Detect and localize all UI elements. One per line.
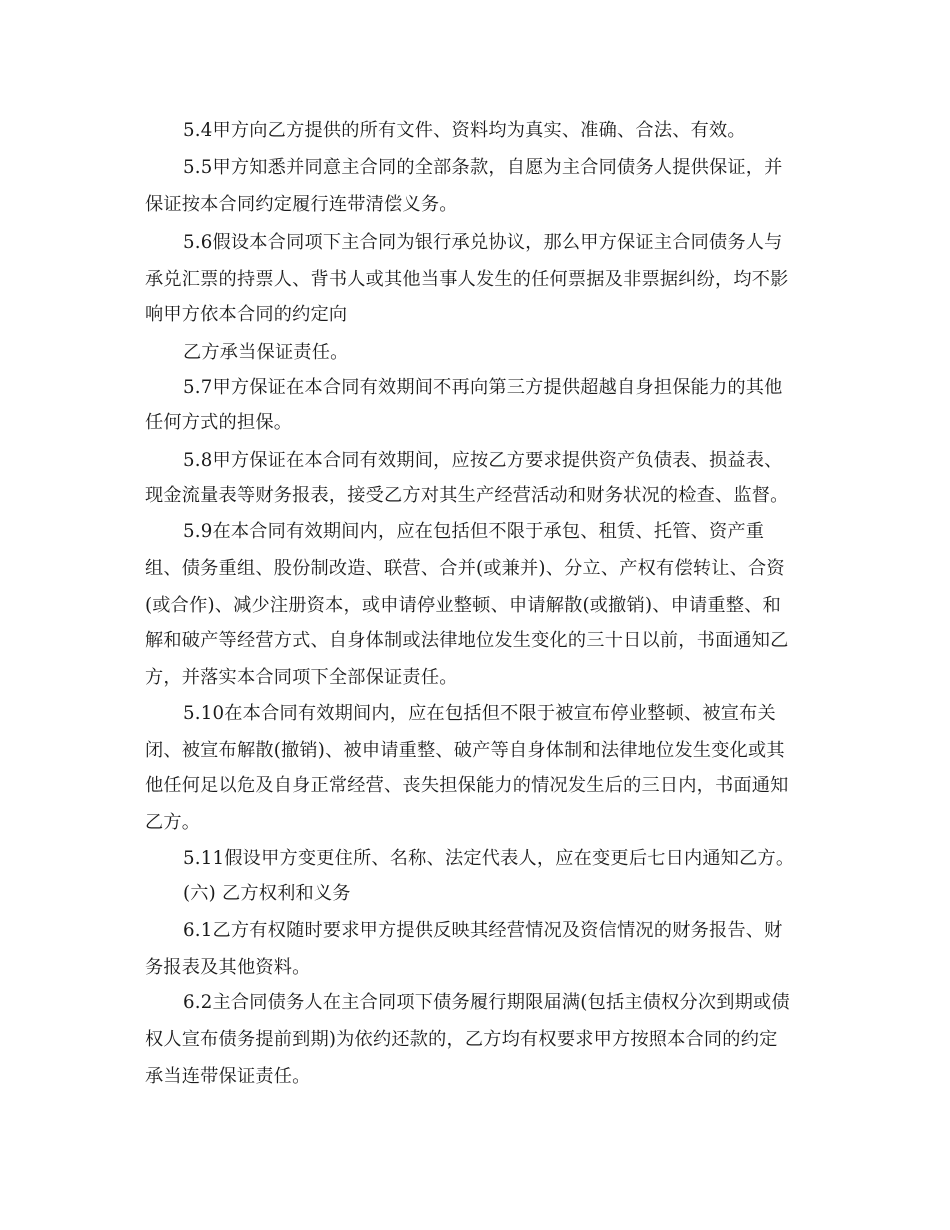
text-line: 5.7甲方保证在本合同有效期间不再向第三方提供超越自身担保能力的其他 [183,377,783,398]
text-line: 承兑汇票的持票人、背书人或其他当事人发生的任何票据及非票据纠纷，均不影 [145,269,789,290]
text-line: 任何方式的担保。 [145,412,293,433]
text-line: 方，并落实本合同项下全部保证责任。 [145,667,458,688]
text-line: 5.9在本合同有效期间内，应在包括但不限于承包、租赁、托管、资产重 [183,521,765,542]
text-line: 6.1乙方有权随时要求甲方提供反映其经营情况及资信情况的财务报告、财 [183,920,783,941]
text-line: 乙方承当保证责任。 [183,342,349,363]
text-line: 5.5甲方知悉并同意主合同的全部条款，自愿为主合同债务人提供保证，并 [183,157,783,178]
text-line: 务报表及其他资料。 [145,957,311,978]
text-line: 乙方。 [145,812,201,833]
text-line: 权人宣布债务提前到期)为依约还款的，乙方均有权要求甲方按照本合同的约定 [145,1029,778,1050]
text-line: 组、债务重组、股份制改造、联营、合并(或兼并)、分立、产权有偿转让、合资 [145,558,785,579]
text-line: 闭、被宣布解散(撤销)、被申请重整、破产等自身体制和法律地位发生变化或其 [145,740,785,761]
section-heading: (六) 乙方权利和义务 [183,883,351,904]
text-line: 承当连带保证责任。 [145,1066,311,1087]
text-line: 响甲方依本合同的约定向 [145,304,348,325]
text-line: 现金流量表等财务报表，接受乙方对其生产经营活动和财务状况的检查、监督。 [145,485,789,506]
text-line: 5.4甲方向乙方提供的所有文件、资料均为真实、准确、合法、有效。 [183,120,746,141]
text-line: 解和破产等经营方式、自身体制或法律地位发生变化的三十日以前，书面通知乙 [145,630,789,651]
text-line: 5.8甲方保证在本合同有效期间，应按乙方要求提供资产负债表、损益表、 [183,450,783,471]
text-line: 5.6假设本合同项下主合同为银行承兑协议，那么甲方保证主合同债务人与 [183,232,783,253]
text-line: 保证按本合同约定履行连带清偿义务。 [145,194,458,215]
text-line: 6.2主合同债务人在主合同项下债务履行期限届满(包括主债权分次到期或债 [183,992,790,1013]
text-line: (或合作)、减少注册资本，或申请停业整顿、申请解散(或撤销)、申请重整、和 [145,595,781,616]
text-line: 5.11假设甲方变更住所、名称、法定代表人，应在变更后七日内通知乙方。 [183,848,795,869]
text-line: 5.10在本合同有效期间内，应在包括但不限于被宣布停业整顿、被宣布关 [183,703,776,724]
text-line: 他任何足以危及自身正常经营、丧失担保能力的情况发生后的三日内，书面通知 [145,775,789,796]
